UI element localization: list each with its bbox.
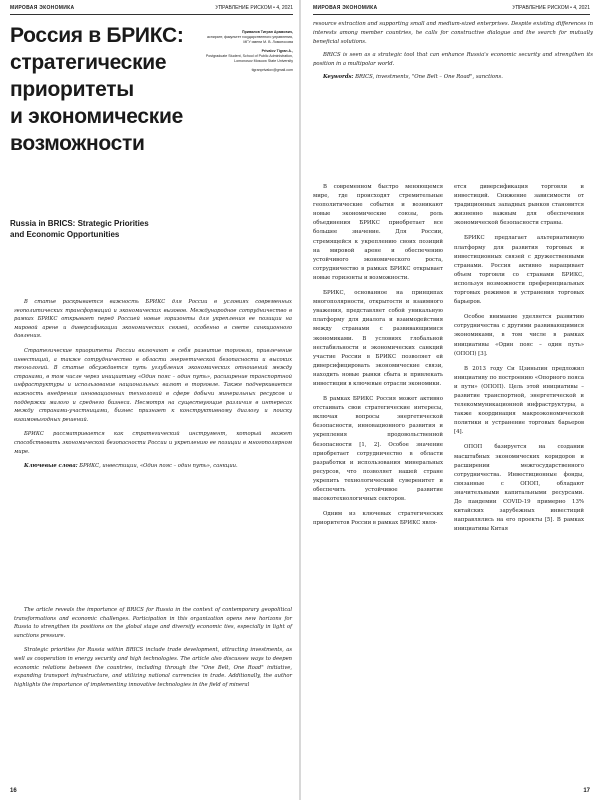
running-head <box>10 4 293 15</box>
left-page <box>0 0 299 800</box>
page-number: 16 <box>10 788 17 794</box>
section-title: МИРОВАЯ ЭКОНОМИКА <box>313 5 378 11</box>
abstract-paragraph: The article reveals the importance of BRICS for Russia in the context of contemporary geopolitical transformations and economic challenges. Participation in this organization opens new horizons for Russia to strengthen its positions on the global stage and diversify economic ties, especially in light of sanctions pressure. <box>14 607 292 639</box>
author-ru <box>200 30 293 45</box>
running-head <box>313 4 590 15</box>
abstract-en <box>14 606 292 695</box>
title-line: стратегические <box>10 51 167 74</box>
body-paragraph: В рамках БРИКС Россия может активно отстаивать свои стратегические интересы, включая вопросы энергетической безопасности, инновационного развития и укрепления продовольственной безопасности [1, 2]. Особое значение приобретает сотрудничество в области разработки и использования минеральных ресурсов, что позволяет нашей стране укрепить технологический суверенитет и обеспечить устойчивое развитие высокотехнологичных секторов. <box>313 396 443 503</box>
body-paragraph: ется диверсификация торговли и инвестиций. Снижение зависимости от традиционных западных рынков становится жизненно важным для обеспечения экономической безопасности страны. <box>454 184 584 227</box>
abstract-paragraph: BRICS is seen as a strategic tool that can enhance Russia's economic security and strengthen its position in a multipolar world. <box>313 52 593 67</box>
body-paragraph: БРИКС предлагает альтернативную платформу для развития торговых и инвестиционных связей с дружественными странами. Россия активно наращивает объем торговли со странами БРИКС, используя возможности преференциальных торговых режимов и устранения торговых барьеров. <box>454 235 584 306</box>
abstract-en-continued <box>313 20 593 86</box>
keywords-ru <box>14 462 292 471</box>
article-title <box>10 22 210 157</box>
author-email[interactable]: tigranprivalov@gmail.com <box>251 68 293 72</box>
body-paragraph: В 2013 году Си Цзиньпин предложил инициативу по построению «Опорного пояса и пути» (ОПОП). Цель этой инициативы – развитие транспортной, энергетической и телекоммуникационной инфраструктуры, а также координация макроэкономической политики и устранение торговых барьеров [4]. <box>454 365 584 436</box>
en-title-line: and Economic Opportunities <box>10 230 120 239</box>
abstract-paragraph: Стратегические приоритеты России включают в себя развитие торговли, привлечение инвестиций, а также сотрудничество в области энергетической безопасности и высоких технологий. В статье обсуждается путь углубления экономических отношений между странами, в том числе через инициативу «Один пояс – один путь», расширение транспортной инфраструктуры и использование национальных валют в торговле. Также подчеркивается важность внедрения инновационных технологий в сфере добычи минеральных ресурсов и поддержки малого и среднего бизнеса. Несмотря на существующие различия в интересах между странами-участницами, бизнес признает к конструктивному диалогу и поиску взаимовыгодных решений. <box>14 347 292 423</box>
author-name-ru: Привалов Тигран Арамович, <box>241 30 293 34</box>
body-paragraph: В современном быстро меняющемся мире, где происходят стремительные геополитические события и возникают новые экономические союзы, роль объединения БРИКС приобретает все большее значение. Для России, стремящейся к укреплению своих позиций на мировой арене и обеспечению устойчивого экономического роста, сотрудничество в рамках БРИКС открывает новые горизонты и возможности. <box>313 184 443 281</box>
author-affiliation-ru: аспирант, факультет государственного управления, МГУ имени М. В. Ломоносова <box>207 35 293 44</box>
body-paragraph: Особое внимание уделяется развитию сотрудничества с другими развивающимися экономиками, в том числе в рамках инициативы «Один пояс – один путь» (ОПОП) [3]. <box>454 314 584 357</box>
abstract-paragraph: В статье раскрывается важность БРИКС для России в условиях современных геополитических трансформаций и экономических вызовов. Международное сотрудничество в рамках БРИКС открывает перед Россией новые горизонты для укрепления ее позиции на мировой арене и диверсификации экономических связей, особенно в свете санкционного давления. <box>14 299 292 340</box>
keywords-label: Keywords: <box>323 74 354 80</box>
body-paragraph: БРИКС, основанное на принципах многополярности, открытости и взаимного уважения, представляет собой уникальную платформу для диалога и взаимодействия между странами с развивающимися экономиками. В условиях глобальной нестабильности и экономических санкций участие России в БРИКС позволяет ей диверсифицировать экономические связи, находить новые рынки сбыта и привлекать инвестиции в ключевые отрасли экономики. <box>313 290 443 387</box>
keywords-label: Ключевые слова: <box>24 463 78 470</box>
author-affiliation-en: Postgraduate Student, School of Public Administration, Lomonosov Moscow State University <box>205 54 293 63</box>
title-line: возможности <box>10 132 145 155</box>
abstract-paragraph: resource extraction and supporting small and medium-sized enterprises. Despite existing differences in interests among member countries, he calls for constructive dialogue and the search for mutually beneficial solutions. <box>313 21 593 45</box>
title-line: Россия в БРИКС: <box>10 24 184 47</box>
abstract-paragraph: Strategic priorities for Russia within BRICS include trade development, attracting investments, as well as cooperation in energy security and high technologies. The article also discusses ways to deepen economic relations between the countries, including through the "One Belt, One Road" initiative, expanding transport infrastructure, and utilizing national currencies in trade. Additionally, the author highlights the importance of implementing innovative technologies in the field of mineral <box>14 647 292 688</box>
right-page <box>301 0 600 800</box>
author-block <box>200 30 293 73</box>
journal-name: УПРАВЛЕНИЕ РИСКОМ • 4, 2021 <box>512 5 590 11</box>
body-paragraph: ОПОП базируется на создании масштабных экономических коридоров и расширении межгосударственного сотрудничества. Инвестиционные фонды, связанные с ОПОП, обладают значительными капитальными ресурсами. До пандемии COVID-19 примерно 13% китайских зарубежных инвестиций направлялись на его проекты [5]. В рамках инициативы Китая <box>454 444 584 533</box>
title-line: приоритеты <box>10 78 134 101</box>
abstract-ru <box>14 298 292 477</box>
english-title <box>10 218 210 240</box>
section-title: МИРОВАЯ ЭКОНОМИКА <box>10 5 75 11</box>
author-en <box>200 49 293 64</box>
author-name-en: Privalov Tigran A., <box>261 49 293 53</box>
keywords-text: БРИКС, инвестиции, «Один пояс – один путь», санкции. <box>77 463 238 470</box>
title-line: и экономические <box>10 105 183 128</box>
journal-name: УПРАВЛЕНИЕ РИСКОМ • 4, 2021 <box>215 5 293 11</box>
abstract-paragraph: БРИКС рассматривается как стратегический инструмент, который может способствовать экономической безопасности России и укреплению ее позиции в многополярном мире. <box>14 431 292 455</box>
body-paragraph: Одним из ключевых стратегических приоритетов России в рамках БРИКС явля- <box>313 511 443 527</box>
body-column-2 <box>454 183 584 540</box>
page-number: 17 <box>583 788 590 794</box>
keywords-en <box>313 73 593 82</box>
keywords-text: BRICS, investments, "One Belt – One Road", sanctions. <box>353 74 503 80</box>
body-column-1 <box>313 183 443 534</box>
en-title-line: Russia in BRICS: Strategic Priorities <box>10 219 149 228</box>
